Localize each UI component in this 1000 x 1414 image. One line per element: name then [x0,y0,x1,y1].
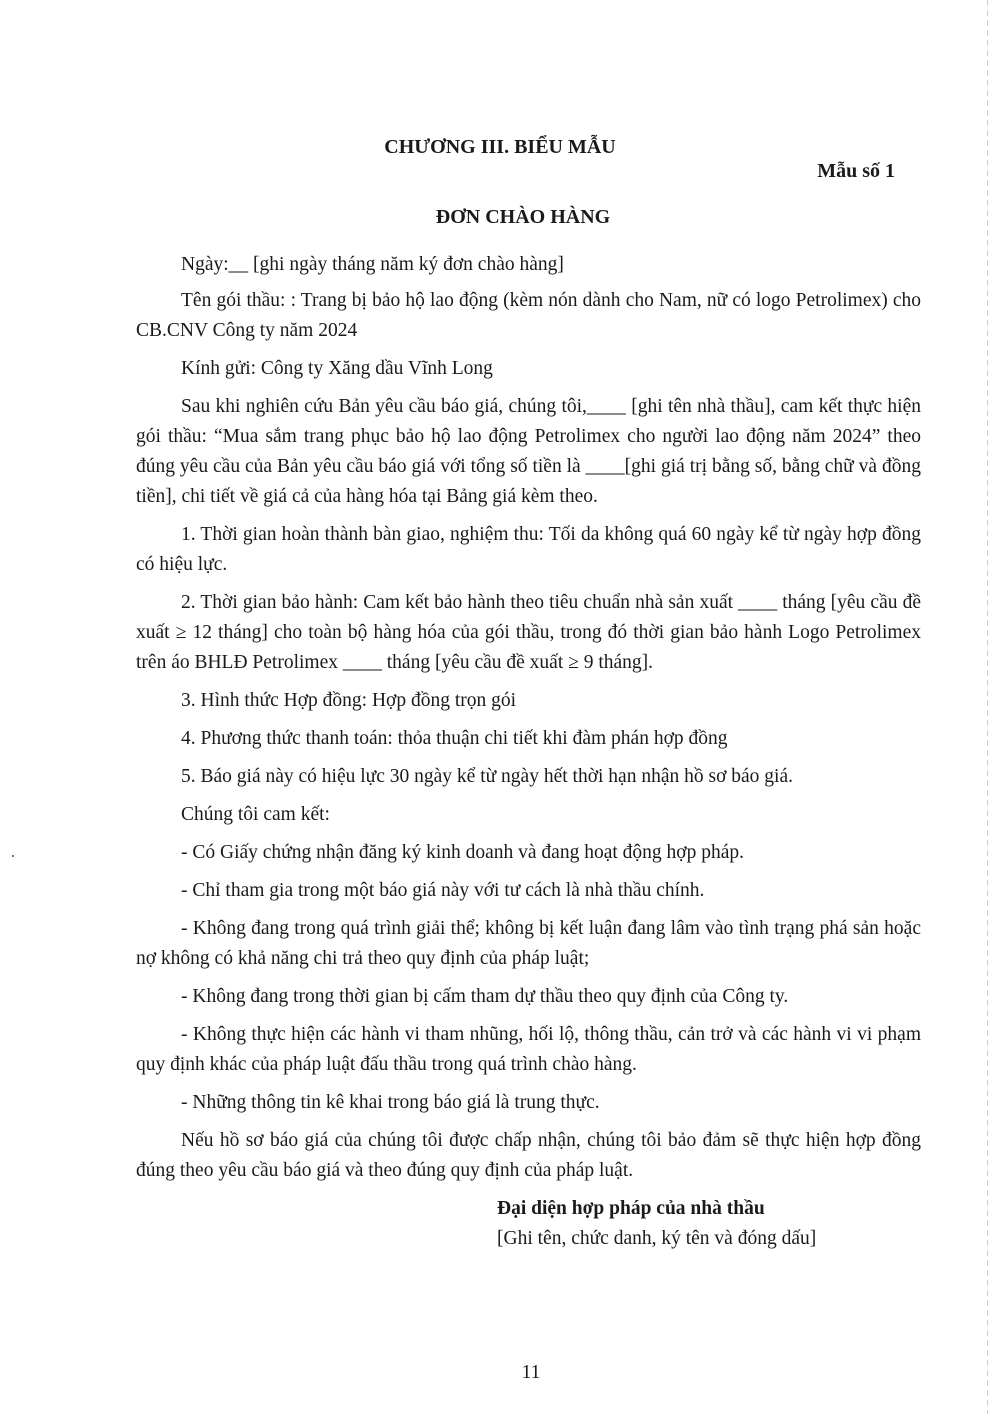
commitment-item: - Những thông tin kê khai trong báo giá là trung thực. [181,1092,600,1113]
commitment-item: - Có Giấy chứng nhận đăng ký kinh doanh và đang hoạt động hợp pháp. [181,842,744,863]
term-item-1: 1. Thời gian hoàn thành bàn giao, nghiệm thu: Tối da không quá 60 ngày kể từ ngày hợp đồng có hiệu lực. [136,524,921,575]
commitment-item: - Không đang trong thời gian bị cấm tham dự thầu theo quy định của Công ty. [181,986,789,1007]
recipient-line: Kính gửi: Công ty Xăng dầu Vĩnh Long [181,358,493,379]
page-number: 11 [521,1362,541,1383]
document-title: ĐƠN CHÀO HÀNG [435,206,611,228]
scan-speck [12,855,14,857]
commitment-item: - Không thực hiện các hành vi tham nhũng, hối lộ, thông thầu, cản trở và các hành vi vi phạm quy định khác của pháp luật đấu thầu trong quá trình chào hàng. [136,1024,921,1075]
commitment-heading: Chúng tôi cam kết: [181,804,330,825]
term-item-2: 2. Thời gian bảo hành: Cam kết bảo hành theo tiêu chuẩn nhà sản xuất ____ tháng [yêu cầu đề xuất ≥ 12 tháng] cho toàn bộ hàng hóa của gói thầu, trong đó thời gian bảo hành Logo Petrolimex trên áo BHLĐ Petrolimex ____ tháng [yêu cầu đề xuất ≥ 9 tháng]. [136,592,921,673]
term-item-5: 5. Báo giá này có hiệu lực 30 ngày kể từ ngày hết thời hạn nhận hồ sơ báo giá. [181,766,793,787]
offer-statement: Sau khi nghiên cứu Bản yêu cầu báo giá, chúng tôi,____ [ghi tên nhà thầu], cam kết thực hiện gói thầu: “Mua sắm trang phục bảo hộ lao động Petrolimex cho người lao động năm 2024” theo đúng yêu cầu của Bản yêu cầu báo giá với tổng số tiền là ____[ghi giá trị bằng số, bằng chữ và đồng tiền], chi tiết về giá cả của hàng hóa tại Bảng giá kèm theo. [136,396,921,507]
closing-statement: Nếu hồ sơ báo giá của chúng tôi được chấp nhận, chúng tôi bảo đảm sẽ thực hiện hợp đồng đúng theo yêu cầu báo giá và theo đúng quy định của pháp luật. [136,1130,921,1181]
form-number: Mẫu số 1 [817,160,895,182]
commitment-item: - Chỉ tham gia trong một báo giá này với tư cách là nhà thầu chính. [181,880,705,901]
package-name: Tên gói thầu: : Trang bị bảo hộ lao động (kèm nón dành cho Nam, nữ có logo Petrolimex) cho CB.CNV Công ty năm 2024 [136,290,921,341]
signatory-role: Đại diện hợp pháp của nhà thầu [497,1198,765,1219]
signature-instruction: [Ghi tên, chức danh, ký tên và đóng dấu] [497,1228,817,1249]
commitment-item: - Không đang trong quá trình giải thể; không bị kết luận đang lâm vào tình trạng phá sản hoặc nợ không có khả năng chi trả theo quy định của pháp luật; [136,918,921,969]
term-item-4: 4. Phương thức thanh toán: thỏa thuận chi tiết khi đàm phán hợp đồng [181,728,728,749]
date-line: Ngày:__ [ghi ngày tháng năm ký đơn chào hàng] [181,254,564,275]
document-body [136,250,921,1194]
term-item-3: 3. Hình thức Hợp đồng: Hợp đồng trọn gói [181,690,517,711]
chapter-title: CHƯƠNG III. BIỂU MẪU [384,136,616,158]
signature-block [497,1194,816,1254]
